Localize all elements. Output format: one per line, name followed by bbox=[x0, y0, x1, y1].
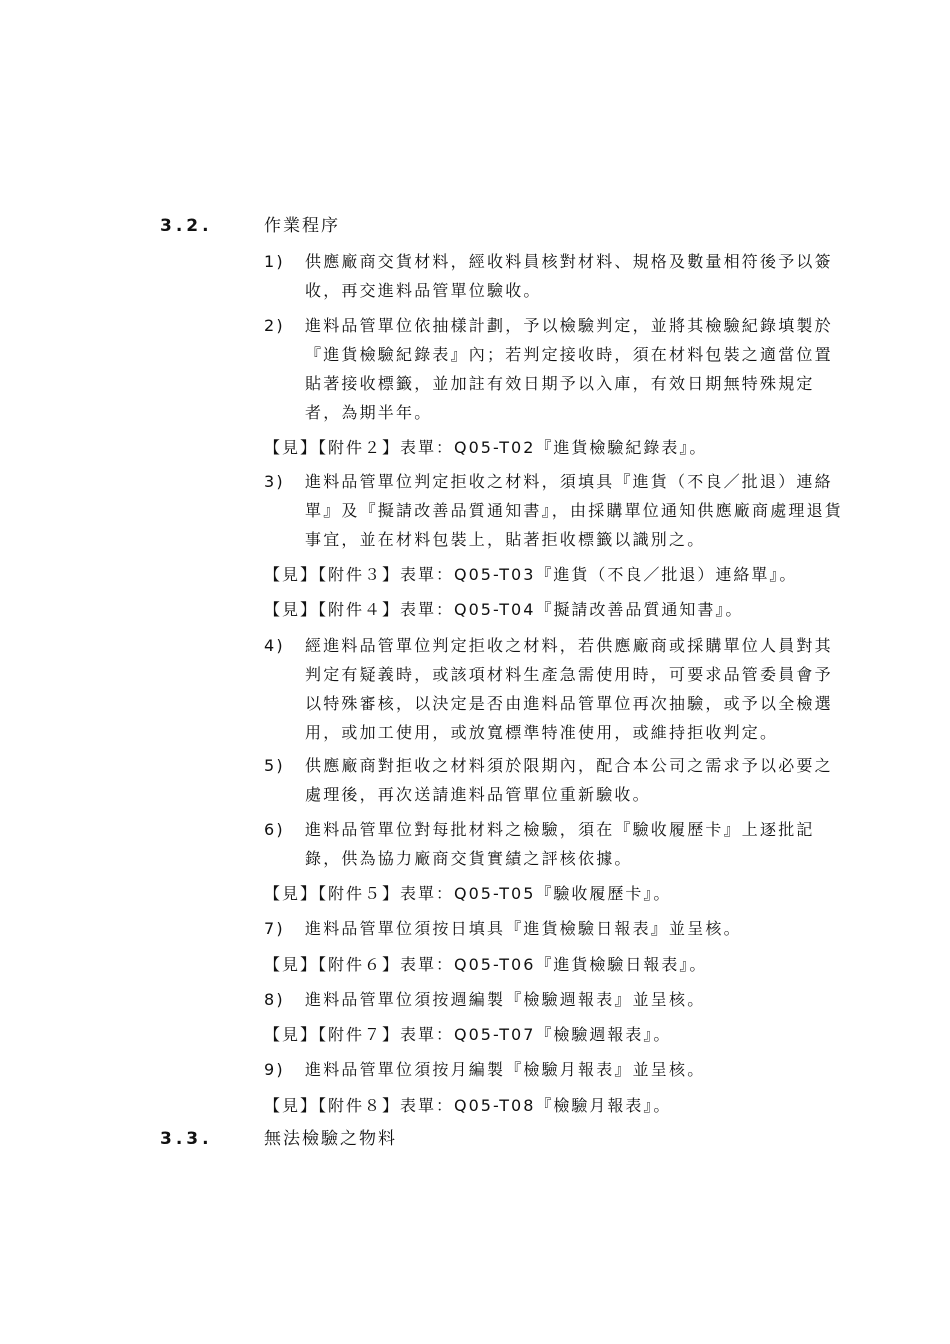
item-marker: 2) bbox=[264, 316, 285, 335]
section-number: 3.2. bbox=[160, 216, 213, 236]
list-item-9 bbox=[264, 1055, 864, 1084]
list-item-1 bbox=[264, 247, 864, 305]
item-marker: 9) bbox=[264, 1060, 285, 1079]
item-marker: 6) bbox=[264, 820, 285, 839]
list-item-6 bbox=[264, 815, 864, 873]
attachment-reference-5: 【見】【附件５】表單：Q05-T05『驗收履歷卡』。 bbox=[264, 884, 672, 903]
item-marker: 7) bbox=[264, 919, 285, 938]
item-marker: 1) bbox=[264, 252, 285, 271]
attachment-reference-6: 【見】【附件６】表單：Q05-T06『進貨檢驗日報表』。 bbox=[264, 955, 708, 974]
section-number: 3.3. bbox=[160, 1129, 213, 1149]
attachment-reference-2: 【見】【附件２】表單：Q05-T02『進貨檢驗紀錄表』。 bbox=[264, 438, 708, 457]
list-item-3 bbox=[264, 467, 864, 554]
item-text: 供應廠商對拒收之材料須於限期內，配合本公司之需求予以必要之處理後，再次送請進料品管單位重新驗收。 bbox=[305, 756, 833, 804]
item-marker: 4) bbox=[264, 636, 285, 655]
item-text: 經進料品管單位判定拒收之材料，若供應廠商或採購單位人員對其判定有疑義時，或該項材料生產急需使用時，可要求品管委員會予以特殊審核，以決定是否由進料品管單位再次抽驗，或予以全檢選用，或加工使用，或放寬標準特准使用，或維持拒收判定。 bbox=[305, 636, 833, 742]
section-title: 作業程序 bbox=[264, 216, 340, 236]
list-item-5 bbox=[264, 751, 864, 809]
item-marker: 5) bbox=[264, 756, 285, 775]
item-text: 進料品管單位依抽樣計劃，予以檢驗判定，並將其檢驗紀錄填製於『進貨檢驗紀錄表』內；若判定接收時，須在材料包裝之適當位置貼著接收標籤，並加註有效日期予以入庫，有效日期無特殊規定者，為期半年。 bbox=[305, 316, 833, 422]
item-text: 進料品管單位對每批材料之檢驗，須在『驗收履歷卡』上逐批記錄，供為協力廠商交貨實績之評核依據。 bbox=[305, 820, 815, 868]
list-item-2 bbox=[264, 311, 864, 427]
item-text: 進料品管單位須按日填具『進貨檢驗日報表』並呈核。 bbox=[305, 919, 742, 938]
item-text: 進料品管單位判定拒收之材料，須填具『進貨（不良／批退）連絡單』及『擬請改善品質通知書』，由採購單位通知供應廠商處理退貨事宜，並在材料包裝上，貼著拒收標籤以識別之。 bbox=[305, 472, 844, 549]
section-title: 無法檢驗之物料 bbox=[264, 1129, 397, 1149]
attachment-reference-7: 【見】【附件７】表單：Q05-T07『檢驗週報表』。 bbox=[264, 1025, 672, 1044]
item-text: 進料品管單位須按週編製『檢驗週報表』並呈核。 bbox=[305, 990, 706, 1009]
list-item-4 bbox=[264, 631, 864, 747]
list-item-8 bbox=[264, 985, 864, 1014]
attachment-reference-8: 【見】【附件８】表單：Q05-T08『檢驗月報表』。 bbox=[264, 1096, 672, 1115]
item-marker: 3) bbox=[264, 472, 285, 491]
item-text: 供應廠商交貨材料，經收料員核對材料、規格及數量相符後予以簽收，再交進料品管單位驗收。 bbox=[305, 252, 833, 300]
attachment-reference-3: 【見】【附件３】表單：Q05-T03『進貨（不良／批退）連絡單』。 bbox=[264, 565, 798, 584]
item-marker: 8) bbox=[264, 990, 285, 1009]
list-item-7 bbox=[264, 914, 864, 943]
item-text: 進料品管單位須按月編製『檢驗月報表』並呈核。 bbox=[305, 1060, 706, 1079]
attachment-reference-4: 【見】【附件４】表單：Q05-T04『擬請改善品質通知書』。 bbox=[264, 600, 744, 619]
